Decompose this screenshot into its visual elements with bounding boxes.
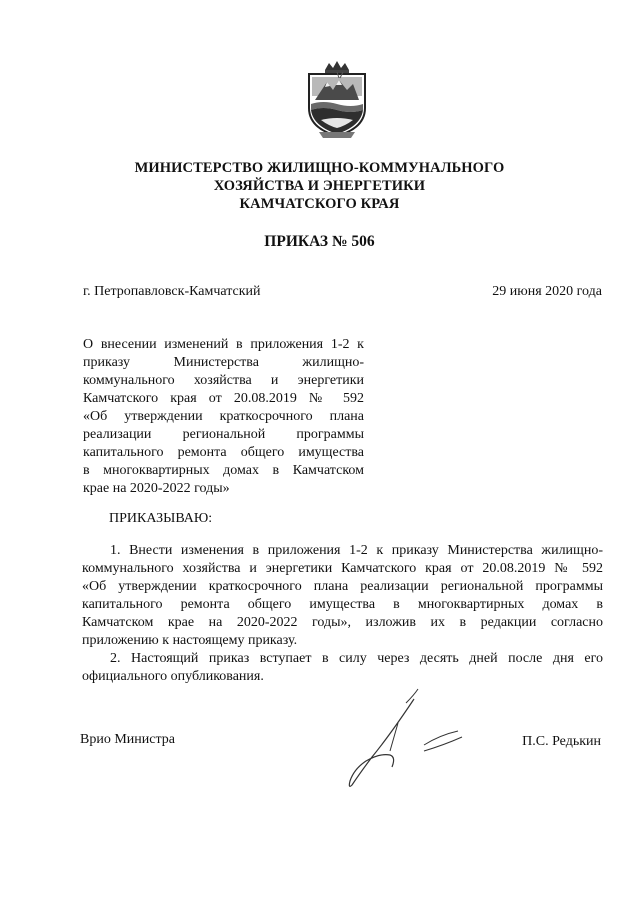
- item1-line: 1. Внести изменения в приложения 1-2 к приказу Министерства жилищно-: [110, 543, 603, 558]
- subject-line: капитального ремонта общего имущества: [83, 445, 364, 460]
- ministry-name-line: МИНИСТЕРСТВО ЖИЛИЩНО-КОММУНАЛЬНОГО: [134, 160, 505, 176]
- subject-line: «Об утверждении краткосрочного плана: [83, 409, 364, 424]
- order-body: [82, 542, 603, 686]
- subject-line: коммунального хозяйства и энергетики: [83, 373, 364, 388]
- ministry-name-line: КАМЧАТСКОГО КРАЯ: [239, 196, 400, 212]
- item2-line: 2. Настоящий приказ вступает в силу через десять дней после дня его: [110, 651, 603, 666]
- coat-of-arms-icon: [303, 60, 371, 138]
- subject-line: в многоквартирных домах в Камчатском: [83, 463, 364, 478]
- item1-line: капитального ремонта общего имущества в многоквартирных домах в: [82, 597, 603, 612]
- item1-line: «Об утверждении краткосрочного плана реализации региональной программы: [82, 579, 603, 594]
- order-subject: [83, 336, 364, 498]
- subject-line: приказу Министерства жилищно-: [83, 355, 364, 370]
- place-of-issue: г. Петропавловск-Камчатский: [83, 284, 261, 299]
- subject-line: крае на 2020-2022 годы»: [83, 481, 230, 496]
- signatory-name: П.С. Редькин: [522, 734, 601, 749]
- ministry-name-line: ХОЗЯЙСТВА И ЭНЕРГЕТИКИ: [213, 178, 426, 194]
- subject-line: реализации региональной программы: [83, 427, 364, 442]
- ministry-name: [0, 159, 639, 213]
- item2-line: официального опубликования.: [82, 669, 264, 684]
- order-date: 29 июня 2020 года: [492, 284, 602, 299]
- item1-line: приложению к настоящему приказу.: [82, 633, 298, 648]
- item1-line: Камчатском крае на 2020-2022 годы», изложив их в редакции согласно: [82, 615, 603, 630]
- order-title: ПРИКАЗ № 506: [264, 233, 375, 250]
- signatory-role: Врио Министра: [80, 732, 175, 747]
- subject-line: Камчатского края от 20.08.2019 № 592: [83, 391, 364, 406]
- handwritten-signature: [340, 685, 470, 790]
- item1-line: коммунального хозяйства и энергетики Камчатского края от 20.08.2019 № 592: [82, 561, 603, 576]
- directive-heading: ПРИКАЗЫВАЮ:: [109, 511, 213, 526]
- subject-line: О внесении изменений в приложения 1-2 к: [83, 337, 364, 352]
